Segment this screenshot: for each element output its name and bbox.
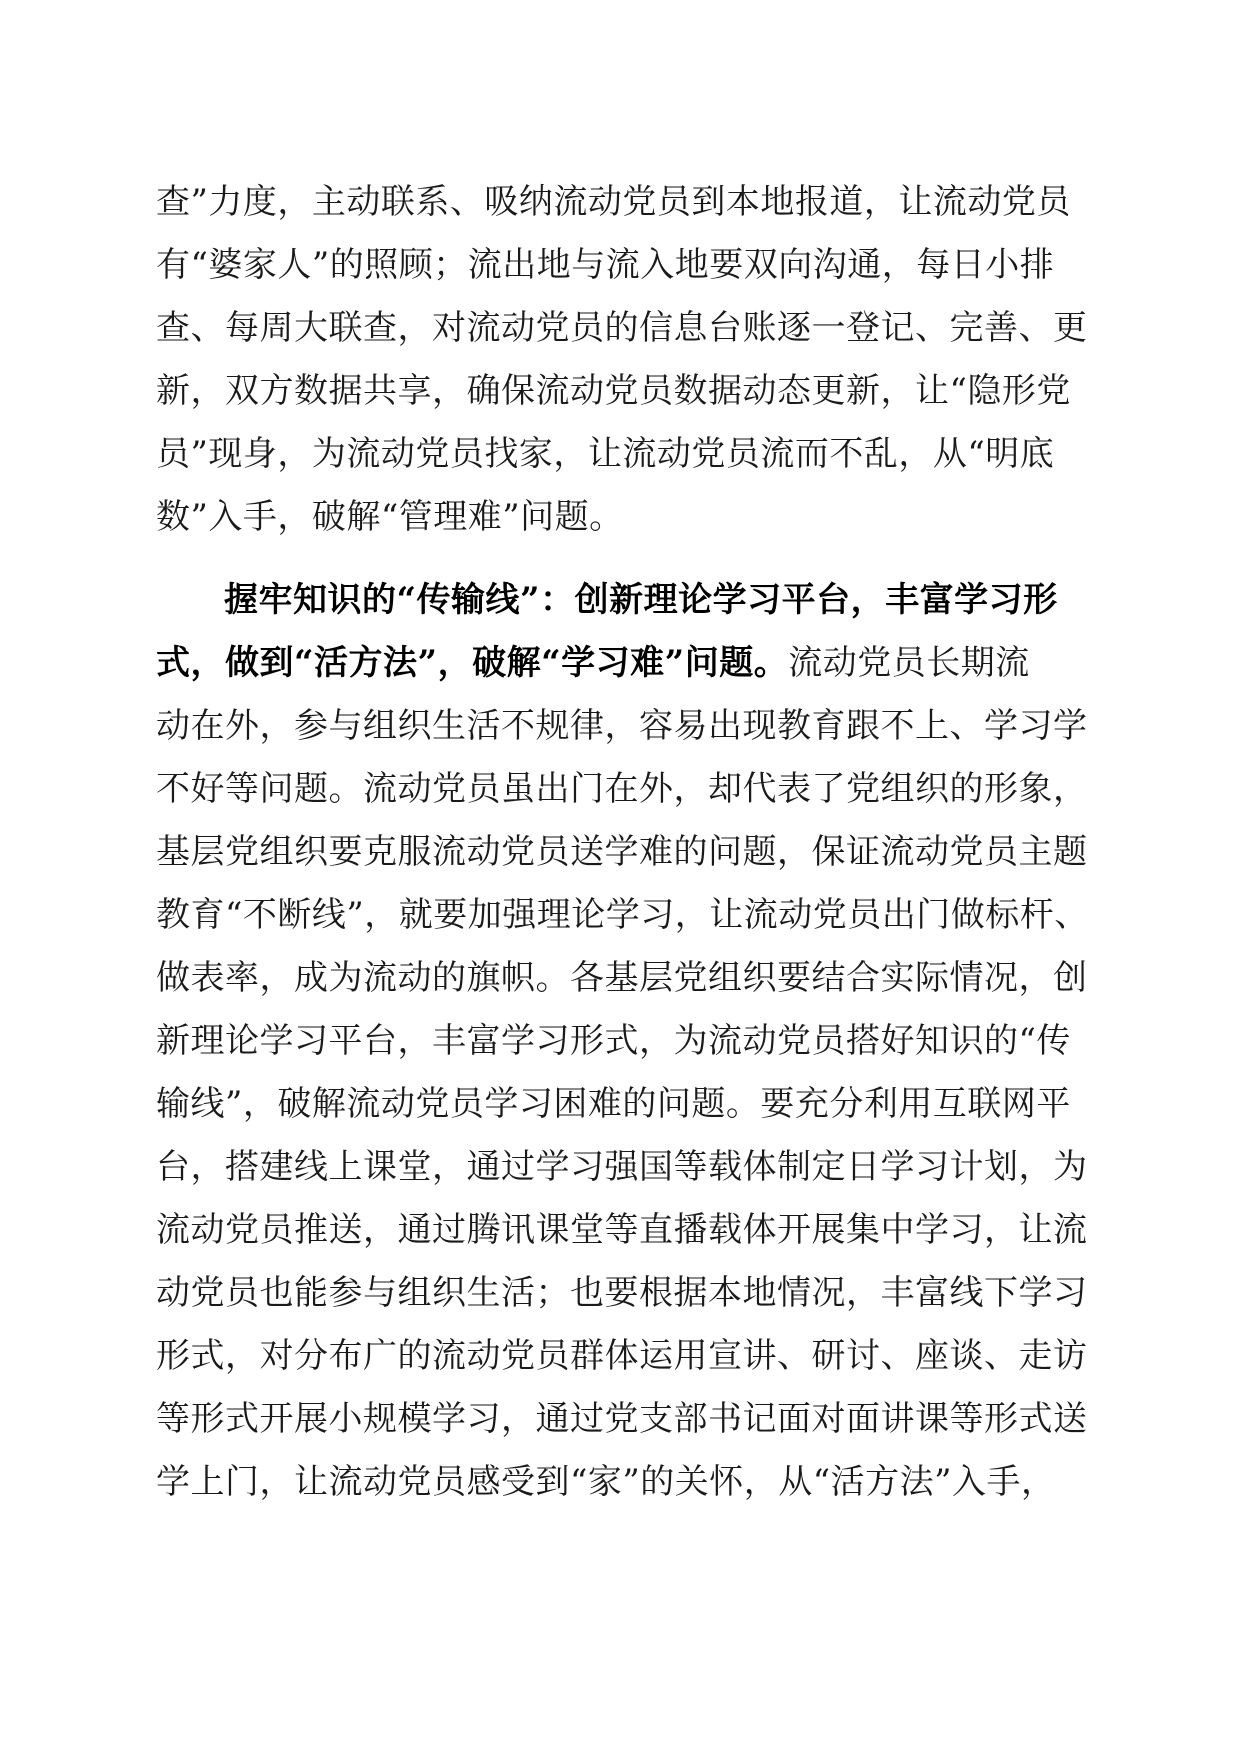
- text-line: 教育“不断线”，就要加强理论学习，让流动党员出门做标杆、: [156, 895, 1089, 935]
- text-line: 做表率，成为流动的旗帜。各基层党组织要结合实际情况，创: [156, 958, 1088, 998]
- mixed-line: [156, 643, 1030, 683]
- text-line: 员”现身，为流动党员找家，让流动党员流而不乱，从“明底: [156, 434, 1055, 474]
- text-line: 有“婆家人”的照顾；流出地与流入地要双向沟通，每日小排: [156, 245, 1055, 285]
- text-line: 输线”，破解流动党员学习困难的问题。要充分利用互联网平: [156, 1084, 1071, 1124]
- text-line: 学上门，让流动党员感受到“家”的关怀，从“活方法”入手，: [156, 1462, 1056, 1502]
- section-heading-line: 握牢知识的“传输线”：创新理论学习平台，丰富学习形: [224, 580, 1058, 620]
- text-line: 查、每周大联查，对流动党员的信息台账逐一登记、完善、更: [156, 308, 1088, 348]
- text-line: 形式，对分布广的流动党员群体运用宣讲、研讨、座谈、走访: [156, 1336, 1088, 1376]
- text-line: 等形式开展小规模学习，通过党支部书记面对面讲课等形式送: [156, 1399, 1088, 1439]
- text-line: 台，搭建线上课堂，通过学习强国等载体制定日学习计划，为: [156, 1147, 1088, 1187]
- text-line: 动在外，参与组织生活不规律，容易出现教育跟不上、学习学: [156, 706, 1088, 746]
- text-line: 动党员也能参与组织生活；也要根据本地情况，丰富线下学习: [156, 1273, 1088, 1313]
- text-line: 基层党组织要克服流动党员送学难的问题，保证流动党员主题: [156, 832, 1088, 872]
- text-span: 流动党员长期流: [788, 643, 1030, 683]
- text-line: 不好等问题。流动党员虽出门在外，却代表了党组织的形象，: [156, 769, 1088, 809]
- section-heading-end: 式，做到“活方法”，破解“学习难”问题。: [156, 643, 789, 683]
- text-line: 数”入手，破解“管理难”问题。: [156, 497, 624, 537]
- text-line: 新理论学习平台，丰富学习形式，为流动党员搭好知识的“传: [156, 1021, 1071, 1061]
- text-line: 流动党员推送，通过腾讯课堂等直播载体开展集中学习，让流: [156, 1210, 1088, 1250]
- text-line: 新，双方数据共享，确保流动党员数据动态更新，让“隐形党: [156, 371, 1071, 411]
- text-line: 查”力度，主动联系、吸纳流动党员到本地报道，让流动党员: [156, 182, 1071, 222]
